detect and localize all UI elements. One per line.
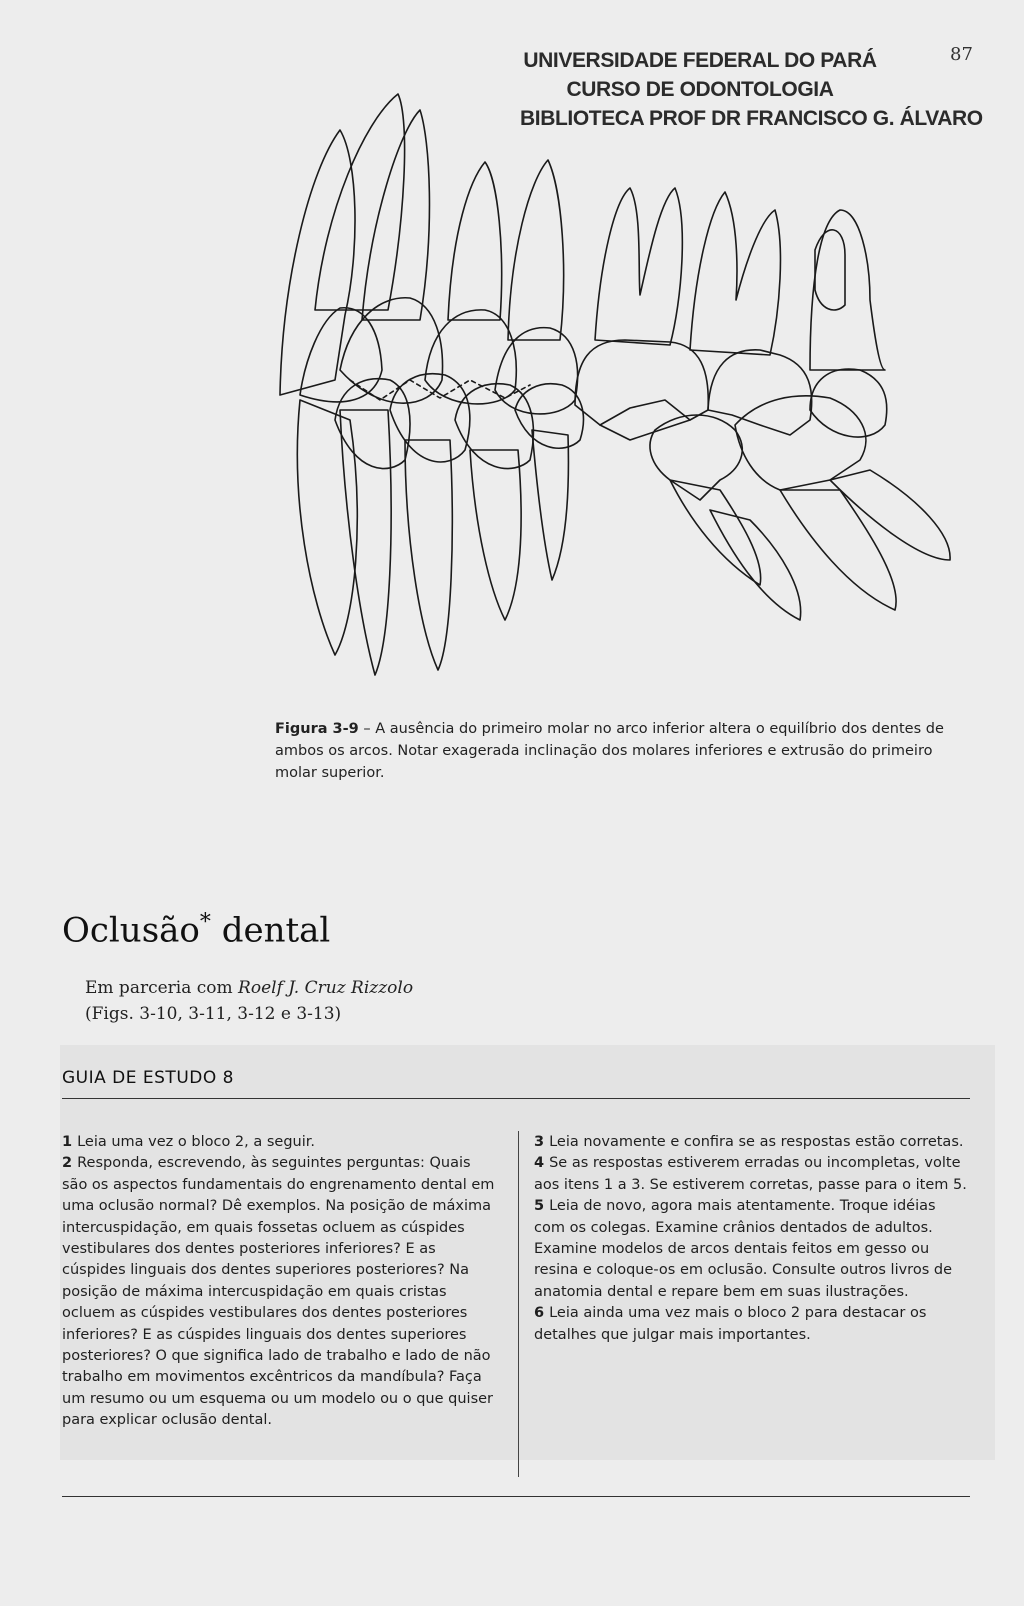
item-text: Leia de novo, agora mais atentamente. Troque idéias com os colegas. Examine crânios dentados de adultos. Examine modelos de arcos dentais feitos em gesso ou resina e coloque-os em oclusão. Consulte outros livros de anatomia dental e repare bem em suas ilustrações.: [534, 1198, 952, 1300]
section-credit: [85, 975, 585, 1027]
study-guide-item: [62, 1153, 497, 1431]
stamp-line-1: UNIVERSIDADE FEDERAL DO PARÁ: [523, 49, 877, 72]
item-text: Leia ainda uma vez mais o bloco 2 para destacar os detalhes que julgar mais importantes.: [534, 1305, 927, 1343]
item-number: 4: [534, 1155, 545, 1172]
top-rule: [62, 1098, 970, 1099]
item-number: 2: [62, 1155, 73, 1172]
upper-molar-2: [690, 192, 780, 355]
credit-author: Roelf J. Cruz Rizzolo: [238, 978, 414, 998]
lower-premolar-1: [470, 450, 521, 620]
item-text: Leia novamente e confira se as respostas estão corretas.: [549, 1134, 964, 1150]
study-guide-item: [534, 1153, 969, 1196]
figure-label: Figura 3-9: [275, 721, 359, 737]
section-title-rest: dental: [221, 910, 331, 951]
lower-canine: [405, 440, 452, 670]
item-number: 1: [62, 1134, 73, 1150]
lower-molar-tilted-1: [650, 415, 742, 500]
lower-incisor-1: [297, 400, 357, 655]
item-number: 3: [534, 1134, 545, 1150]
study-guide-item: [534, 1196, 969, 1303]
upper-molar-1: [595, 188, 682, 345]
item-text: Responda, escrevendo, às seguintes perguntas: Quais são os aspectos fundamentais do engrenamento dental em uma oclusão normal? Dê exemplos. Na posição de máxima intercuspidação, em quais fossetas ocluem as cúspides vestibulares dos dentes posteriores inferiores? E as cúspides linguais dos dentes superiores posteriores? Na posição de máxima intercuspidação em quais cristas ocluem as cúspides vestibulares dos dentes posteriores inferiores? E as cúspides linguais dos dentes superiores posteriores? O que significa lado de trabalho e lado de não trabalho em movimentos excêntricos da mandíbula? Faça um resumo ou um esquema ou um modelo ou o que quiser para explicar oclusão dental.: [62, 1155, 495, 1429]
upper-premolar-2: [508, 160, 564, 340]
stamp-line-3: BIBLIOTECA PROF DR FRANCISCO G. ÁLVARO: [520, 107, 983, 130]
teeth-illustration: [270, 80, 983, 700]
stamp-line-2: CURSO DE ODONTOLOGIA: [566, 78, 834, 101]
study-guide-title: GUIA DE ESTUDO 8: [62, 1068, 234, 1088]
study-guide-item: [62, 1132, 497, 1153]
upper-incisor-2: [315, 94, 405, 310]
upper-canine: [362, 110, 429, 320]
study-guide-item: [534, 1303, 969, 1346]
study-guide-right-column: [534, 1132, 969, 1346]
bottom-rule: [62, 1496, 970, 1497]
item-number: 5: [534, 1198, 545, 1215]
item-text: Se as respostas estiverem erradas ou incompletas, volte aos itens 1 a 3. Se estiverem corretas, passe para o item 5.: [534, 1155, 967, 1193]
section-title-main: Oclusão: [62, 910, 200, 951]
figure-caption-text: A ausência do primeiro molar no arco inferior altera o equilíbrio dos dentes de ambos os arcos. Notar exagerada inclinação dos molares inferiores e extrusão do primeiro molar superior.: [275, 721, 944, 781]
figure-references: (Figs. 3-10, 3-11, 3-12 e 3-13): [85, 1004, 342, 1024]
upper-premolar-1: [448, 162, 502, 320]
lower-incisor-2: [340, 410, 391, 675]
section-title: [62, 910, 330, 950]
item-number: 6: [534, 1305, 545, 1322]
footnote-mark: *: [199, 910, 211, 935]
study-guide-item: [534, 1132, 969, 1153]
lower-premolar-2: [532, 430, 568, 580]
item-text: Leia uma vez o bloco 2, a seguir.: [77, 1134, 316, 1150]
study-guide-left-column: [62, 1132, 497, 1432]
upper-molar-3: [810, 210, 885, 370]
credit-prefix: Em parceria com: [85, 978, 233, 998]
figure-separator: –: [363, 721, 371, 737]
column-divider: [518, 1131, 519, 1477]
figure-caption: [275, 718, 975, 784]
page-number: 87: [950, 44, 973, 65]
